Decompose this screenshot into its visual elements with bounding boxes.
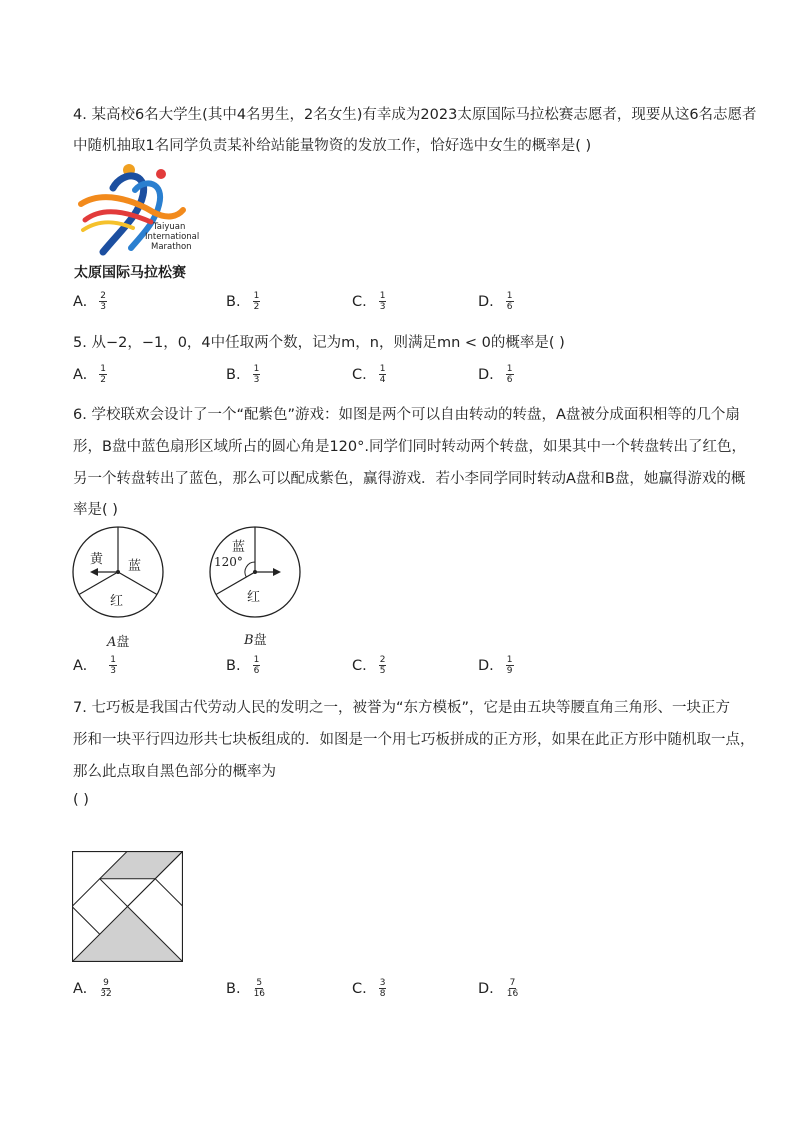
fraction-den: 6 [506,375,513,385]
fraction [379,291,387,312]
fraction-den: 9 [506,666,513,676]
logo-english-text [145,222,199,252]
fraction-num: 1 [506,291,513,301]
q5-text-line1: 5. 从−2，−1，0，4中任取两个数，记为m，n，则满足mn < 0的概率是( ) [73,335,565,351]
wheel-b-letter: B [244,633,254,648]
q6-text-line2: 形，B盘中蓝色扇形区域所占的圆心角是120°.同学们同时转动两个转盘，如果其中一个转盘转出了红色， [73,439,746,455]
fraction-num: 1 [506,655,513,665]
logo-chinese-text: 太原国际马拉松赛 [74,265,186,281]
option-label: C. [352,366,367,383]
wheel-a-letter: A [107,635,117,650]
q7-text-line3: 那么此点取自黑色部分的概率为 [73,764,276,780]
fraction-den: 2 [253,302,260,312]
fraction-den: 16 [253,989,266,999]
fraction [506,978,519,999]
wheel-a-suffix: 盘 [116,635,130,650]
fraction [379,655,387,676]
fraction-num: 7 [509,978,516,988]
q7-options [73,978,773,1006]
q7-text-line2: 形和一块平行四边形共七块板组成的．如图是一个用七巧板拼成的正方形，如果在此正方形中随机取一点， [73,732,755,748]
q6-option-c[interactable] [352,655,386,676]
option-label: D. [478,980,494,997]
fraction-den: 4 [379,375,386,385]
q5-option-d[interactable] [478,364,514,385]
fraction-num: 3 [379,978,386,988]
fraction-den: 8 [379,989,386,999]
q6-option-d[interactable] [478,655,514,676]
fraction-num: 5 [256,978,263,988]
tangram-diagram [72,851,183,962]
option-label: D. [478,293,494,310]
fraction-num: 1 [100,364,107,374]
fraction-den: 5 [379,666,386,676]
option-label: B. [226,366,241,383]
option-label: A. [73,657,88,674]
option-label: C. [352,980,367,997]
wheel-b-blue-label: 蓝 [232,540,246,555]
q6-text-line1: 6. 学校联欢会设计了一个“配紫色”游戏：如图是两个可以自由转动的转盘，A盘被分成面积相等的几个扇 [73,407,740,423]
wheel-b-diagram [207,524,303,620]
q7-option-b[interactable] [226,978,266,999]
fraction-den: 6 [506,302,513,312]
wheel-b-angle-label: 120° [214,555,243,569]
option-label: A. [73,366,88,383]
fraction-num: 1 [253,364,260,374]
fraction-den: 16 [506,989,519,999]
fraction-den: 6 [253,666,260,676]
q6-option-a[interactable] [73,655,117,676]
fraction-num: 1 [506,364,513,374]
wheel-a-blue-label: 蓝 [128,559,142,574]
option-label: C. [352,293,367,310]
q4-option-a[interactable] [73,291,107,312]
fraction [99,978,112,999]
fraction-num: 1 [110,655,117,665]
fraction [99,364,107,385]
q5-option-a[interactable] [73,364,107,385]
fraction [506,655,514,676]
fraction-num: 1 [379,291,386,301]
q5-option-c[interactable] [352,364,386,385]
wheel-b-suffix: 盘 [253,633,267,648]
option-label: A. [73,980,88,997]
wheel-b-red-label: 红 [247,590,261,605]
fraction-den: 3 [100,302,107,312]
q7-option-d[interactable] [478,978,519,999]
q6-options [73,655,773,683]
logo-en-line1: Taiyuan [153,222,186,232]
fraction-den: 2 [100,375,107,385]
fraction-num: 1 [253,655,260,665]
fraction-den: 3 [253,375,260,385]
fraction [99,291,107,312]
fraction-num: 9 [103,978,109,988]
fraction-den: 32 [100,989,112,999]
option-label: B. [226,657,241,674]
option-label: A. [73,293,88,310]
option-label: D. [478,366,494,383]
option-label: D. [478,657,494,674]
wheel-a-caption [107,631,129,650]
wheel-b-caption [244,629,267,648]
fraction [253,655,261,676]
q4-text-line1: 4. 某高校6名大学生(其中4名男生，2名女生)有幸成为2023太原国际马拉松赛志愿者，现要从这6名志愿者 [73,107,757,123]
q4-option-b[interactable] [226,291,260,312]
fraction [379,364,387,385]
fraction [253,364,261,385]
fraction-num: 1 [253,291,260,301]
logo-en-line2: International [145,232,200,242]
q7-option-a[interactable] [73,978,113,999]
fraction [506,364,514,385]
fraction [506,291,514,312]
wheel-a-yellow-label: 黄 [90,552,104,567]
fraction-num: 1 [379,364,386,374]
q7-text-line1: 7. 七巧板是我国古代劳动人民的发明之一，被誉为“东方模板”，它是由五块等腰直角三角形、一块正方 [73,700,730,716]
q4-option-c[interactable] [352,291,386,312]
q4-option-d[interactable] [478,291,514,312]
fraction-num: 2 [379,655,386,665]
fraction [253,291,261,312]
q6-text-line4: 率是( ) [73,502,118,518]
q7-option-c[interactable] [352,978,386,999]
option-label: C. [352,657,367,674]
q5-option-b[interactable] [226,364,260,385]
q6-text-line3: 另一个转盘转出了蓝色，那么可以配成紫色，赢得游戏．若小李同学同时转动A盘和B盘，她赢得游戏的概 [73,471,746,487]
option-label: B. [226,293,241,310]
logo-en-line3: Marathon [151,242,192,252]
q4-options [73,291,773,319]
fraction [253,978,266,999]
option-label: B. [226,980,241,997]
fraction-den: 3 [110,666,117,676]
fraction-num: 2 [100,291,107,301]
fraction [109,655,117,676]
wheel-a-red-label: 红 [110,594,124,609]
q5-options [73,364,773,392]
fraction-den: 3 [379,302,386,312]
q4-text-line2: 中随机抽取1名同学负责某补给站能量物资的发放工作，恰好选中女生的概率是( ) [73,138,592,154]
q7-text-line4: ( ) [73,792,89,808]
fraction [379,978,387,999]
q6-option-b[interactable] [226,655,260,676]
